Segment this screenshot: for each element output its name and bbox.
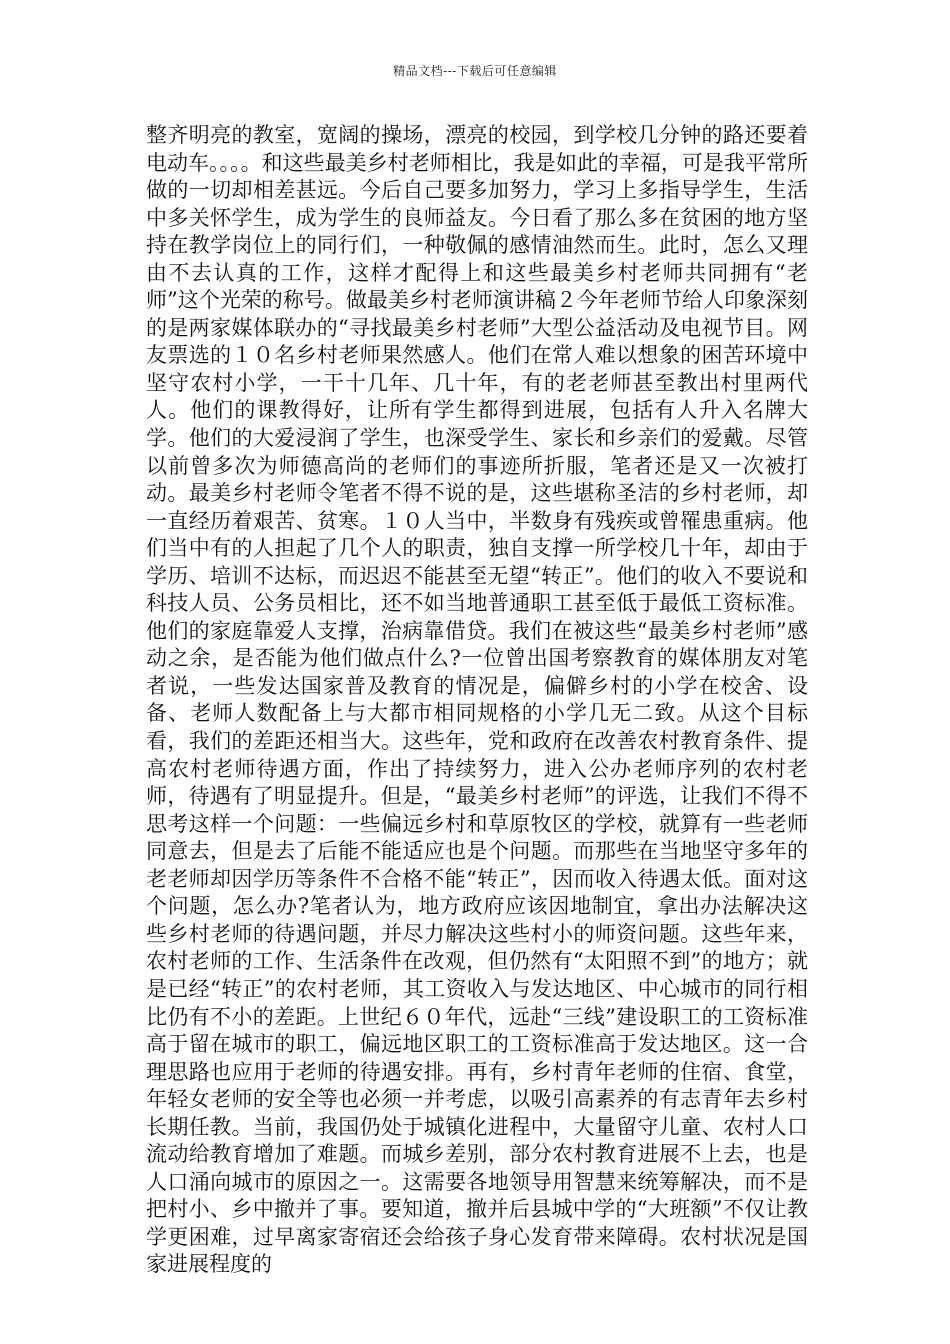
page-header: 精品文档---下载后可任意编辑 bbox=[393, 64, 557, 78]
body-paragraph: 整齐明亮的教室，宽阔的操场，漂亮的校园，到学校几分钟的路还要着电动车。。。。和这些最美乡村老师相比，我是如此的幸福，可是我平常所做的一切却相差甚远。今后自己要多加努力，学习上多指导学生，生活中多关怀学生，成为学生的良师益友。今日看了那么多在贫困的地方坚持在教学岗位上的同行们，一种敬佩的感情油然而生。此时，怎么又理由不去认真的工作，这样才配得上和这些最美乡村老师共同拥有“老师”这个光荣的称号。做最美乡村老师演讲稿２今年老师节给人印象深刻的是两家媒体联办的“寻找最美乡村老师”大型公益活动及电视节目。网友票选的１０名乡村老师果然感人。他们在常人难以想象的困苦环境中坚守农村小学，一干十几年、几十年，有的老老师甚至教出村里两代人。他们的课教得好，让所有学生都得到进展，包括有人升入名牌大学。他们的大爱浸润了学生，也深受学生、家长和乡亲们的爱戴。尽管以前曾多次为师德高尚的老师们的事迹所折服，笔者还是又一次被打动。最美乡村老师令笔者不得不说的是，这些堪称圣洁的乡村老师，却一直经历着艰苦、贫寒。１０人当中，半数身有残疾或曾罹患重病。他们当中有的人担起了几个人的职责，独自支撑一所学校几十年，却由于学历、培训不达标，而迟迟不能甚至无望“转正”。他们的收入不要说和科技人员、公务员相比，还不如当地普通职工甚至低于最低工资标准。他们的家庭靠爱人支撑，治病靠借贷。我们在被这些“最美乡村老师”感动之余，是否能为他们做点什么?一位曾出国考察教育的媒体朋友对笔者说，一些发达国家普及教育的情况是，偏僻乡村的小学在校舍、设备、老师人数配备上与大都市相同规格的小学几无二致。从这个目标看，我们的差距还相当大。这些年，党和政府在改善农村教育条件、提高农村老师待遇方面，作出了持续努力，进入公办老师序列的农村老师，待遇有了明显提升。但是，“最美乡村老师”的评选，让我们不得不思考这样一个问题：一些偏远乡村和草原牧区的学校，就算有一些老师同意去，但是去了后能不能适应也是个问题。而那些在当地坚守多年的老老师却因学历等条件不合格不能“转正”，因而收入待遇太低。面对这个问题，怎么办?笔者认为，地方政府应该因地制宜，拿出办法解决这些乡村老师的待遇问题，并尽力解决这些村小的师资问题。这些年来，农村老师的工作、生活条件在改观，但仍然有“太阳照不到”的地方；就是已经“转正”的农村老师，其工资收入与发达地区、中心城市的同行相比仍有不小的差距。上世纪６０年代，远赴“三线”建设职工的工资标准高于留在城市的职工，偏远地区职工的工资标准高于发达地区。这一合理思路也应用于老师的待遇安排。再有，乡村青年老师的住宿、食堂，年轻女老师的安全等也必须一并考虑，以吸引高素养的有志青年去乡村长期任教。当前，我国仍处于城镇化进程中，大量留守儿童、农村人口流动给教育增加了难题。而城乡差别，部分农村教育进展不上去，也是人口涌向城市的原因之一。这需要各地领导用智慧来统筹解决，而不是把村小、乡中撤并了事。要知道，撤并后县城中学的“大班额”不仅让教学更困难，过早离家寄宿还会给孩子身心发育带来障碍。农村状况是国家进展程度的 bbox=[146, 123, 808, 1277]
